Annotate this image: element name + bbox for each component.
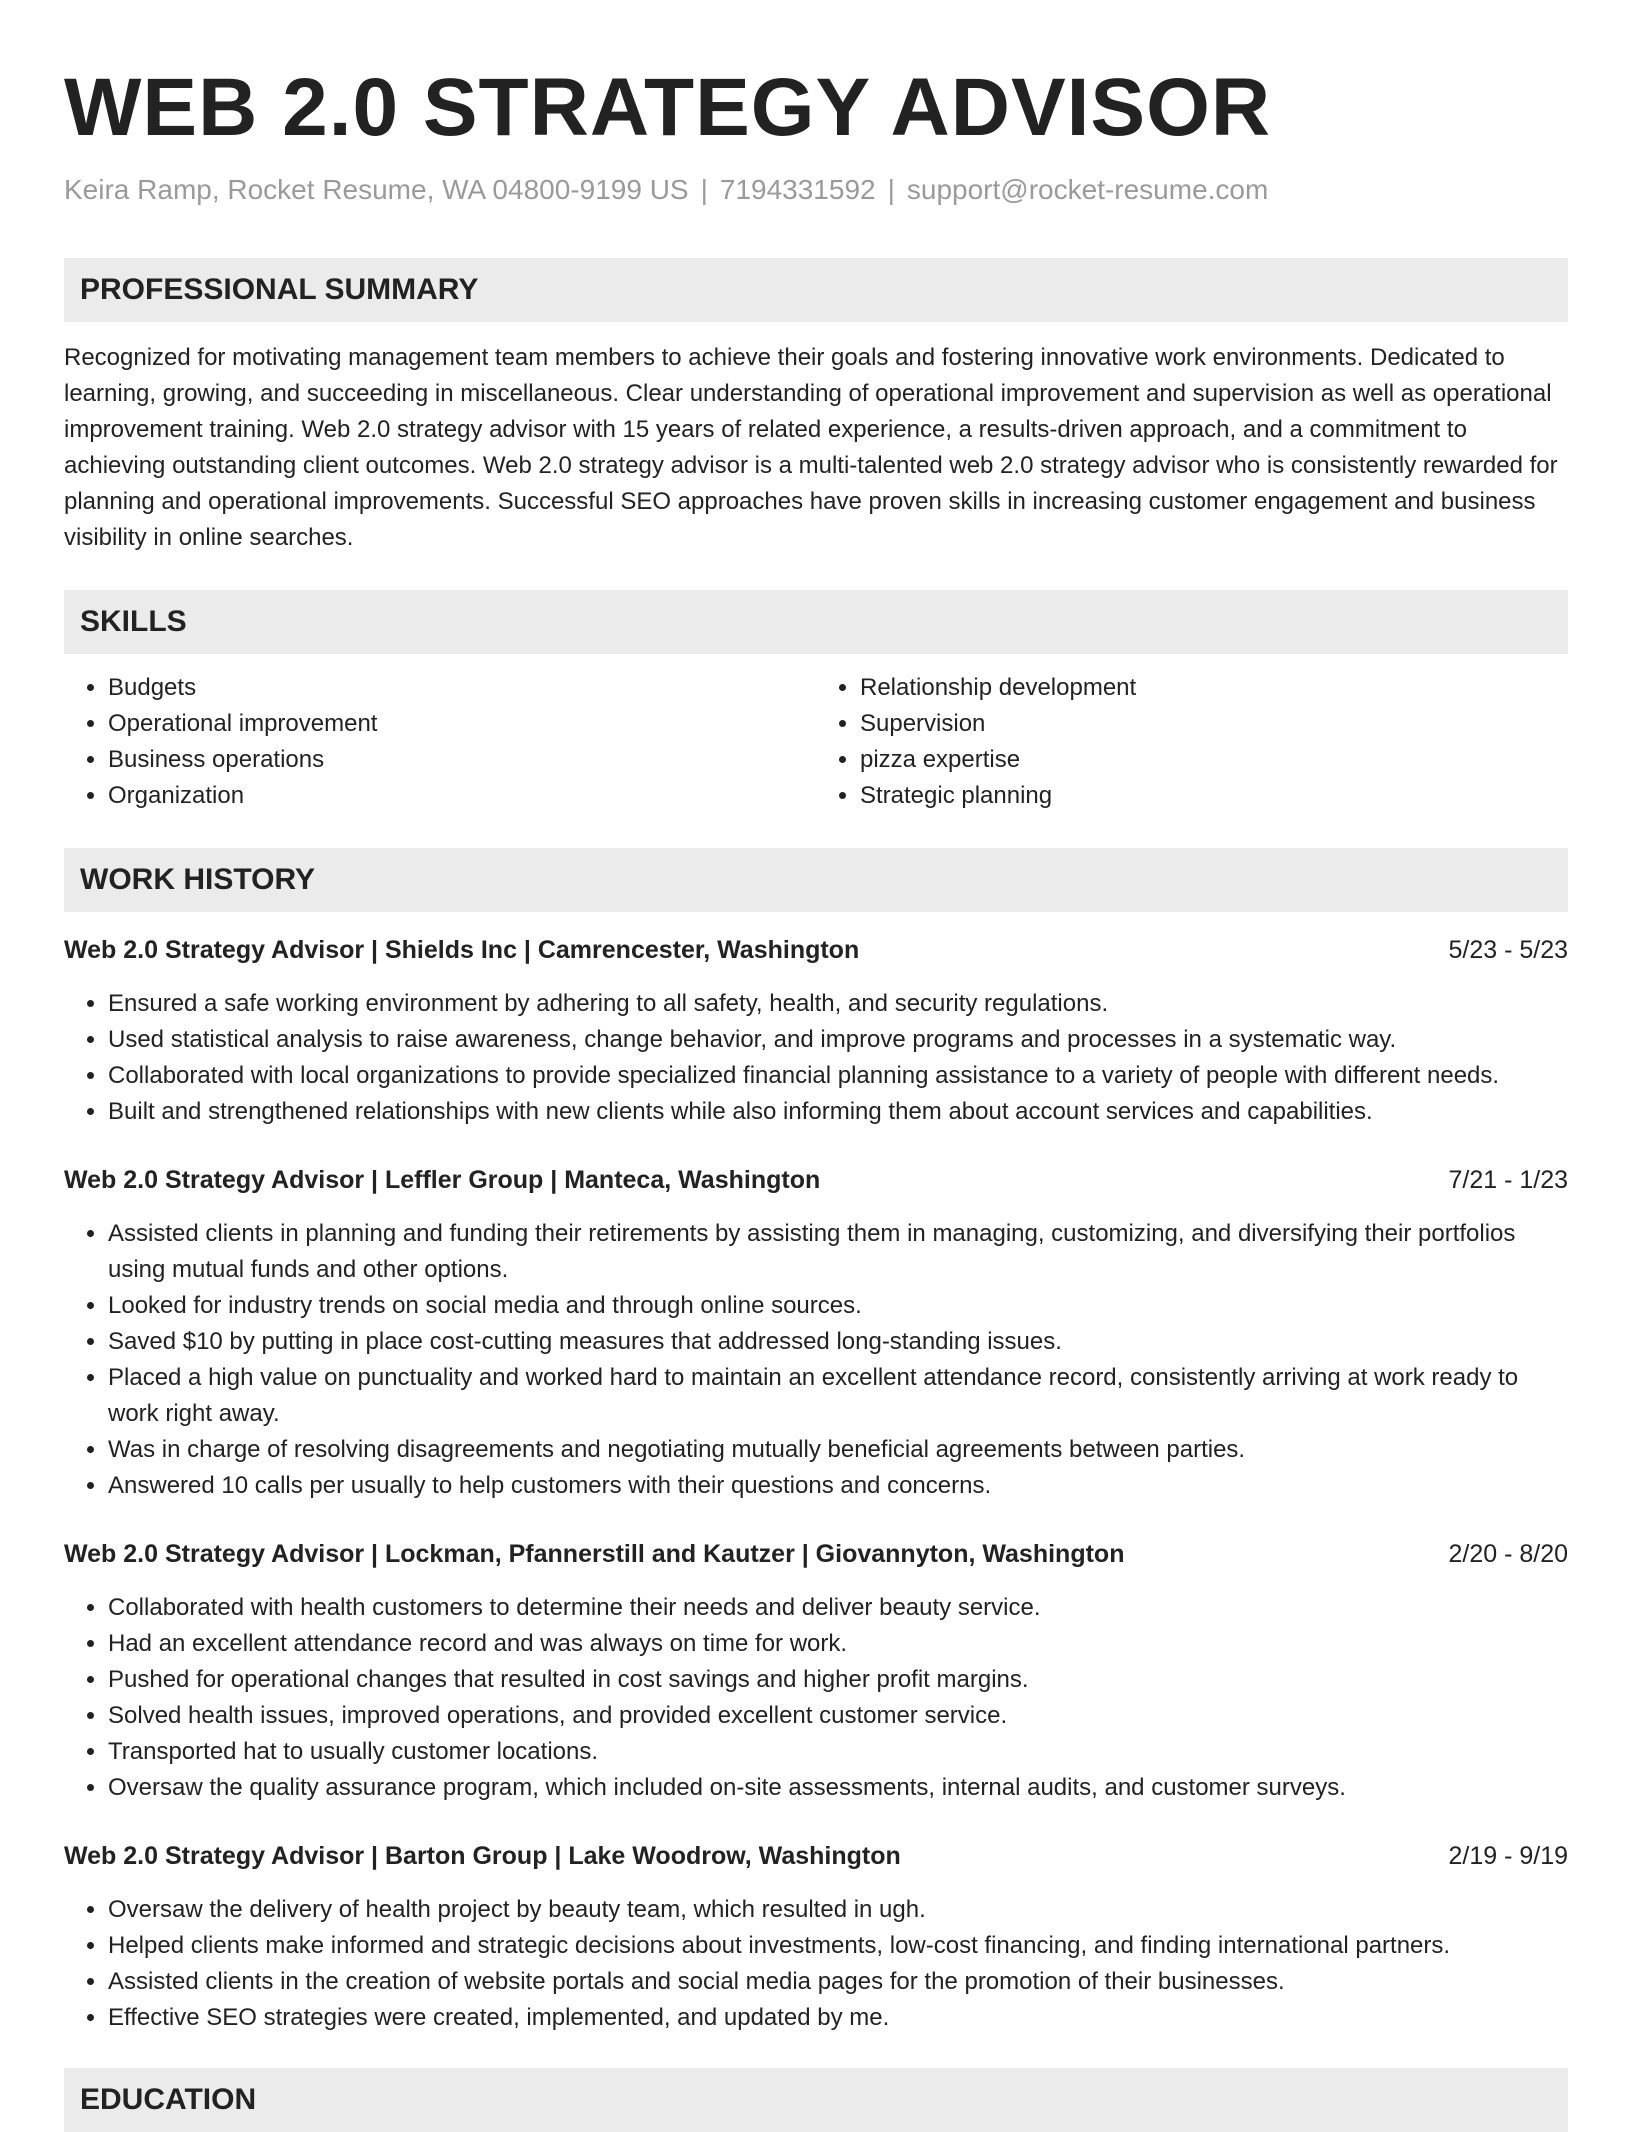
skill-item: • Relationship development [860,670,1568,706]
summary-section [64,258,1568,556]
job-dates: 5/23 - 5/23 [1448,936,1568,964]
skill-item: • Business operations [108,742,816,778]
job-dates: 7/21 - 1/23 [1448,1166,1568,1194]
job-bullets [64,1892,1568,2036]
job-bullet: • Was in charge of resolving disagreements and negotiating mutually beneficial agreements between parties. [108,1432,1568,1468]
job-title: Web 2.0 Strategy Advisor | Leffler Group | Manteca, Washington [64,1166,821,1194]
section-heading-skills: SKILLS [64,590,1568,654]
skills-section [64,590,1568,814]
job-bullet: • Oversaw the delivery of health project by beauty team, which resulted in ugh. [108,1892,1568,1928]
job-header [64,1536,1568,1572]
skill-item: • Budgets [108,670,816,706]
summary-text: Recognized for motivating management team members to achieve their goals and fostering innovative work environments. Dedicated to learning, growing, and succeeding in miscellaneous. Clear understanding of operational improvement and supervision as well as operational improvement training. Web 2.0 strategy advisor with 15 years of related experience, a results-driven approach, and a commitment to achieving outstanding client outcomes. Web 2.0 strategy advisor is a multi-talented web 2.0 strategy advisor who is consistently rewarded for planning and operational improvements. Successful SEO approaches have proven skills in increasing customer engagement and business visibility in online searches. [64,344,1558,551]
page-title: WEB 2.0 STRATEGY ADVISOR [64,62,1272,153]
section-heading-summary: PROFESSIONAL SUMMARY [64,258,1568,322]
contact-address: Keira Ramp, Rocket Resume, WA 04800-9199 US [64,174,689,205]
job-bullet: • Ensured a safe working environment by adhering to all safety, health, and security regulations. [108,986,1568,1022]
job-bullet: • Transported hat to usually customer locations. [108,1734,1568,1770]
education-section [64,2068,1568,2132]
skill-item: • Strategic planning [860,778,1568,814]
job-dates: 2/20 - 8/20 [1448,1540,1568,1568]
job-bullet: • Effective SEO strategies were created, implemented, and updated by me. [108,2000,1568,2036]
contact-separator: | [887,174,895,205]
job-bullet: • Pushed for operational changes that resulted in cost savings and higher profit margins. [108,1662,1568,1698]
job-bullet: • Assisted clients in planning and funding their retirements by assisting them in managing, customizing, and diversifying their portfolios using mutual funds and other options. [108,1216,1568,1288]
job-bullet: • Solved health issues, improved operations, and provided excellent customer service. [108,1698,1568,1734]
job-header [64,932,1568,968]
skills-column-left [64,670,816,814]
job-bullet: • Saved $10 by putting in place cost-cutting measures that addressed long-standing issues. [108,1324,1568,1360]
skill-item: • Organization [108,778,816,814]
job-bullet: • Oversaw the quality assurance program, which included on-site assessments, internal audits, and customer surveys. [108,1770,1568,1806]
job-entry [64,1536,1568,1806]
contact-line [64,172,1568,208]
contact-email: support@rocket-resume.com [906,174,1269,205]
skills-column-right [816,670,1568,814]
job-title: Web 2.0 Strategy Advisor | Lockman, Pfannerstill and Kautzer | Giovannyton, Washington [64,1540,1125,1568]
job-bullet: • Built and strengthened relationships with new clients while also informing them about account services and capabilities. [108,1094,1568,1130]
contact-separator: | [700,174,708,205]
skill-item: • pizza expertise [860,742,1568,778]
job-title: Web 2.0 Strategy Advisor | Barton Group | Lake Woodrow, Washington [64,1842,901,1870]
job-entry [64,1838,1568,2036]
job-bullet: • Assisted clients in the creation of website portals and social media pages for the promotion of their businesses. [108,1964,1568,2000]
job-bullet: • Helped clients make informed and strategic decisions about investments, low-cost financing, and finding international partners. [108,1928,1568,1964]
skill-item: • Operational improvement [108,706,816,742]
job-bullet: • Collaborated with health customers to determine their needs and deliver beauty service. [108,1590,1568,1626]
contact-phone: 7194331592 [719,174,876,205]
section-heading-education: EDUCATION [64,2068,1568,2132]
job-bullet: • Used statistical analysis to raise awareness, change behavior, and improve programs and processes in a systematic way. [108,1022,1568,1058]
job-header [64,1838,1568,1874]
job-header [64,1162,1568,1198]
section-heading-work: WORK HISTORY [64,848,1568,912]
job-bullet: • Collaborated with local organizations to provide specialized financial planning assistance to a variety of people with different needs. [108,1058,1568,1094]
job-title: Web 2.0 Strategy Advisor | Shields Inc | Camrencester, Washington [64,936,860,964]
job-bullet: • Looked for industry trends on social media and through online sources. [108,1288,1568,1324]
job-dates: 2/19 - 9/19 [1448,1842,1568,1870]
job-bullet: • Answered 10 calls per usually to help customers with their questions and concerns. [108,1468,1568,1504]
job-bullets [64,986,1568,1130]
job-bullets [64,1216,1568,1504]
work-history-section [64,848,1568,2036]
skills-grid [64,670,1568,814]
job-bullet: • Had an excellent attendance record and was always on time for work. [108,1626,1568,1662]
job-entry [64,932,1568,1130]
job-entry [64,1162,1568,1504]
skill-item: • Supervision [860,706,1568,742]
job-bullets [64,1590,1568,1806]
job-bullet: • Placed a high value on punctuality and worked hard to maintain an excellent attendance record, consistently arriving at work ready to work right away. [108,1360,1568,1432]
